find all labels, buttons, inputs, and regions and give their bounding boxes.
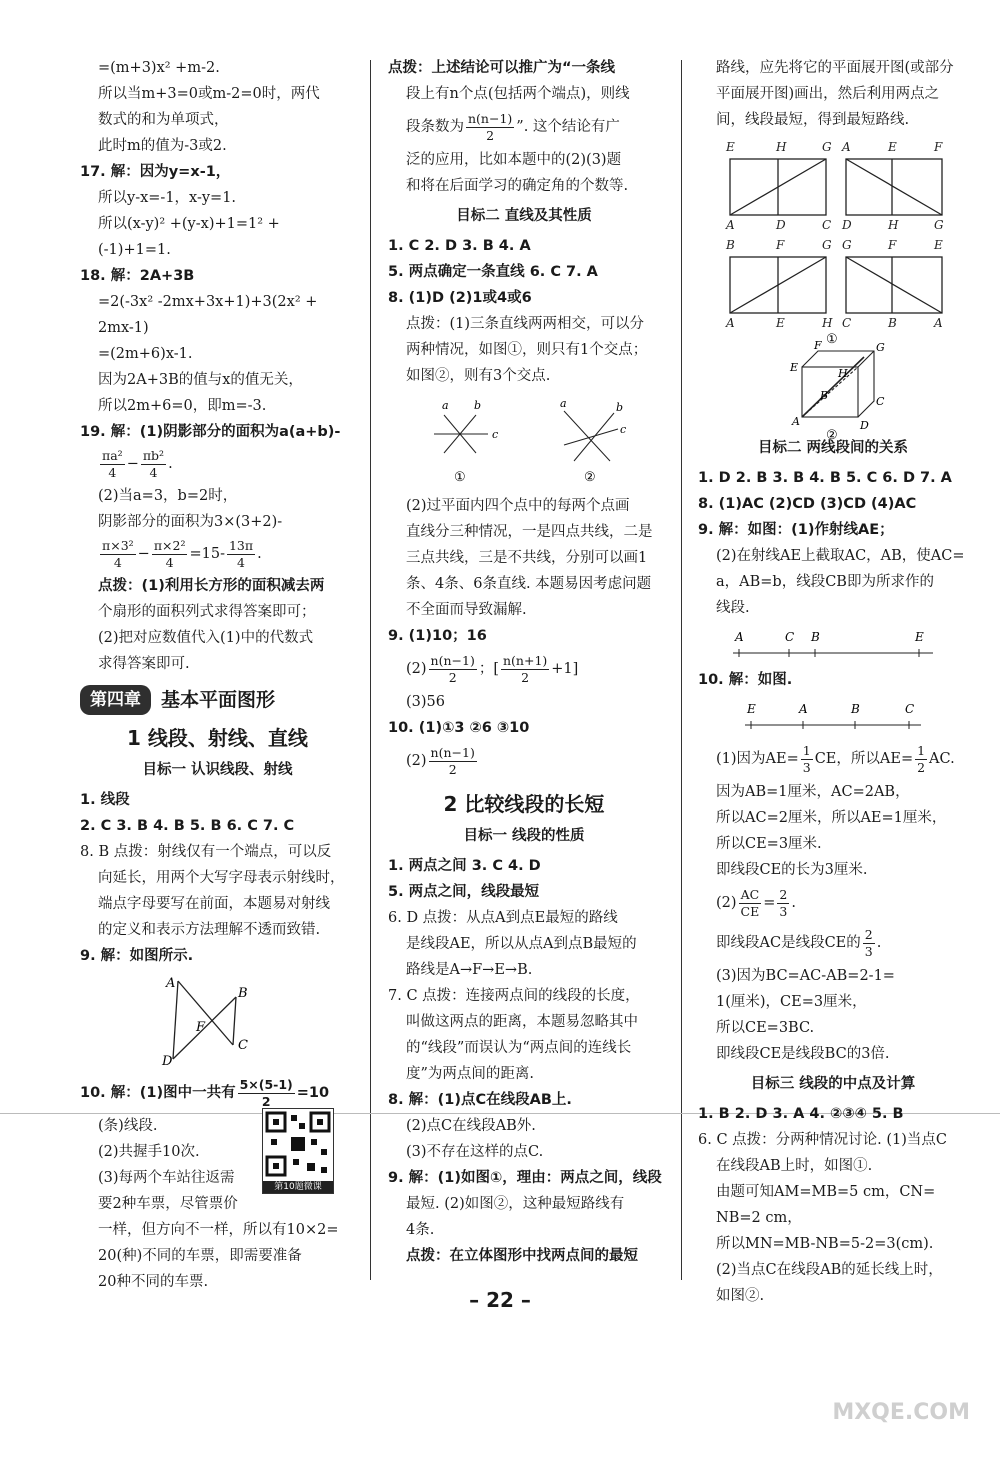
text-line: (2)把对应数值代入(1)中的代数式 (98, 630, 314, 646)
text-line: 端点字母要写在前面，本题易对射线 (98, 896, 330, 912)
text-line: (3)不存在这样的点C. (406, 1144, 544, 1160)
text-line: 所以AC=2厘米，所以AE=1厘米， (716, 810, 947, 826)
text-line: =2(-3x² -2mx+3x+1)+3(2x² + (98, 294, 318, 310)
fraction: $\frac{n(n-1)}{2}$ (430, 744, 475, 777)
text-line: 如图②. (716, 1288, 765, 1304)
svg-text:a: a (442, 399, 449, 412)
text-line: 三点共线，三是不共线，分别可以画1 (406, 550, 648, 566)
svg-text:D: D (776, 218, 786, 232)
svg-text:H: H (888, 218, 899, 232)
watermark: MXQE.COM (832, 1400, 970, 1425)
text-line: 所以2m+6=0，即m=-3. (98, 398, 267, 414)
text-line: 20种不同的车票. (98, 1274, 209, 1290)
text-line: 向延长，用两个大写字母表示射线时， (98, 870, 345, 886)
fraction: $\frac{AC}{CE}$ (740, 886, 760, 919)
answer-line: 1. 线段 (80, 792, 130, 808)
fraction: $\frac{n(n-1)}{2}$ (430, 652, 475, 685)
text-line: 所以y-x=-1，x-y=1. (98, 190, 237, 206)
formula-line: 即线段AC是线段CE的 $\frac{2}{3}$ . (716, 926, 882, 959)
text-line: 2mx-1) (98, 320, 149, 336)
svg-text:D: D (161, 1054, 172, 1069)
svg-text:①: ① (826, 332, 838, 347)
figure-cube-nets (718, 139, 948, 443)
answer-17: 17. 解：因为y=x-1， (80, 164, 231, 180)
text-line: 此时m的值为-3或2. (98, 138, 227, 154)
text-line: 间，线段最短，得到最短路线. (716, 112, 910, 128)
text-line: (2)当a=3，b=2时， (98, 488, 238, 504)
text-line: 所以(x-y)² +(y-x)+1=1² + (98, 216, 280, 232)
text-line: (2)当点C在线段AB的延长线上时， (716, 1262, 943, 1278)
svg-text:B: B (726, 238, 735, 252)
column-divider-left (370, 60, 371, 1280)
text-line: =(m+3)x² +m-2. (98, 60, 220, 76)
text-line: 一样，但方向不一样，所以有10×2= (98, 1222, 339, 1238)
svg-text:C: C (905, 702, 915, 716)
svg-text:E: E (790, 361, 799, 374)
text-line: 平面展开图)画出，然后利用两点之 (716, 86, 940, 102)
figure-three-lines (414, 395, 634, 487)
text-line: 和将在后面学习的确定角的个数等. (406, 178, 629, 194)
text-line: (2)点C在线段AB外. (406, 1118, 536, 1134)
svg-text:F: F (934, 140, 943, 154)
svg-text:A: A (842, 140, 851, 154)
svg-text:c: c (620, 423, 627, 436)
goal-heading: 目标一 线段的性质 (463, 828, 585, 844)
text-line: 是线段AE，所以从点A到点B最短的 (406, 936, 637, 952)
text-line: 个扇形的面积列式求得答案即可； (98, 604, 316, 620)
answer-8: 8. 解：(1)点C在线段AB上. (388, 1092, 572, 1108)
text-line: 所以CE=3BC. (716, 1020, 815, 1036)
fraction: $\frac{13\pi}{4}$ (228, 537, 254, 570)
fraction: $\frac{1}{2}$ (917, 742, 926, 775)
text-line: (3)每两个车站往返需 (98, 1170, 235, 1186)
answer-line: 2. C 3. B 4. B 5. B 6. C 7. C (80, 818, 295, 834)
text-line: NB=2 cm， (716, 1210, 802, 1226)
formula-line: (2) $\frac{AC}{CE}$ = $\frac{2}{3}$ . (716, 886, 796, 919)
svg-text:C: C (842, 316, 852, 330)
answer-line: 7. C 点拨：连接两点间的线段的长度， (388, 988, 640, 1004)
formula-line: (1)因为AE= $\frac{1}{3}$ CE，所以AE= $\frac{1}{2}$ AC. (716, 742, 955, 775)
answer-line: 1. 两点之间 3. C 4. D (388, 858, 541, 874)
svg-text:E: E (747, 702, 756, 716)
text-line: 数式的和为单项式， (98, 112, 229, 128)
text-line: 段上有n个点(包括两个端点)，则线 (406, 86, 630, 102)
fraction: $\frac{\text{πb²}}{4}$ (142, 447, 165, 480)
text-line: 所以当m+3=0或m-2=0时，两代 (98, 86, 320, 102)
column-2 (388, 55, 660, 1269)
answer-line: 5. 两点之间，线段最短 (388, 884, 540, 900)
svg-text:b: b (474, 399, 482, 412)
text-line: 点拨：(1)三条直线两两相交，可以分 (406, 316, 645, 332)
text-line: 的“线段”而误认为“两点间的连线长 (406, 1040, 632, 1056)
fraction: $\frac{1}{3}$ (802, 742, 811, 775)
goal-heading: 目标三 线段的中点及计算 (750, 1076, 916, 1092)
svg-text:G: G (822, 140, 832, 154)
svg-text:A: A (726, 218, 735, 232)
fraction: $\frac{\text{π×2²}}{4}$ (153, 537, 186, 570)
text-line: 条、4条、6条直线. 本题易因考虑问题 (406, 576, 652, 592)
svg-text:G: G (842, 238, 852, 252)
svg-text:A: A (792, 415, 800, 428)
formula-line: 段条数为 $\frac{n(n-1)}{2}$ ”. 这个结论有广 (406, 110, 620, 143)
svg-text:H: H (838, 367, 848, 380)
text-line: 因为AB=1厘米，AC=2AB， (716, 784, 910, 800)
goal-heading: 目标一 认识线段、射线 (142, 762, 293, 778)
text-line: 叫做这两点的距离，本题易忽略其中 (406, 1014, 638, 1030)
formula-line: (2) $\frac{n(n-1)}{2}$ (406, 744, 475, 777)
answer-line: 1. B 2. D 3. A 4. ②③④ 5. B (698, 1106, 904, 1122)
answer-18: 18. 解：2A+3B (80, 268, 195, 284)
svg-text:H: H (776, 140, 787, 154)
text-line: 要2种车票，尽管票价 (98, 1196, 238, 1212)
text-line: 不全面而导致漏解. (406, 602, 527, 618)
text-line: (2)在射线AE上截取AC，AB，使AC= (716, 548, 965, 564)
svg-text:D: D (860, 419, 869, 432)
lesson-title: 2 比较线段的长短 (443, 792, 605, 816)
formula-line: $\frac{\text{πa²}}{4}$ − $\frac{\text{πb²}}{4}$ . (102, 447, 173, 480)
text-line: 1(厘米)，CE=3厘米， (716, 994, 867, 1010)
svg-text:c: c (492, 428, 499, 441)
text-line: 线段. (716, 600, 750, 616)
svg-text:②: ② (584, 470, 596, 485)
answer-9: 9. (1)10；16 (388, 628, 487, 644)
svg-text:F: F (195, 1020, 205, 1035)
text-line: (3)56 (406, 694, 445, 710)
page-number: – 22 – (469, 1288, 531, 1312)
text-line: (3)因为BC=AC-AB=2-1= (716, 968, 895, 984)
answer-line: 6. D 点拨：从点A到点E最短的路线 (388, 910, 618, 926)
text-line: 度”为两点间的距离. (406, 1066, 535, 1082)
text-line: (-1)+1=1. (98, 242, 171, 258)
text-line: =(2m+6)x-1. (98, 346, 193, 362)
qr-caption: 第10题微课 (263, 1181, 333, 1193)
text-line: 即线段CE的长为3厘米. (716, 862, 868, 878)
formula-line: (2) $\frac{n(n-1)}{2}$ ；[ $\frac{n(n+1)}{2}$ +1] (406, 652, 579, 685)
text-line: 如图②，则有3个交点. (406, 368, 551, 384)
svg-text:G: G (822, 238, 832, 252)
qr-code[interactable] (262, 1108, 334, 1194)
answer-9: 9. 解：如图：(1)作射线AE； (698, 522, 894, 538)
fraction: $\frac{5\times(5-1)}{2}$ (239, 1076, 293, 1109)
text-line: 最短. (2)如图②，这种最短路线有 (406, 1196, 625, 1212)
answer-line: 1. C 2. D 3. B 4. A (388, 238, 531, 254)
text-line: 由题可知AM=MB=5 cm，CN= (716, 1184, 936, 1200)
text-line: (2)共握手10次. (98, 1144, 200, 1160)
hint-line: 点拨：在立体图形中找两点间的最短 (406, 1248, 638, 1264)
text-line: 泛的应用，比如本题中的(2)(3)题 (406, 152, 622, 168)
text-line: 即线段CE是线段BC的3倍. (716, 1046, 890, 1062)
fraction: $\frac{\text{πa²}}{4}$ (102, 447, 123, 480)
svg-text:F: F (888, 238, 897, 252)
answer-10: 10. 解：如图. (698, 672, 793, 688)
answer-10: 10. (1)①3 ②6 ③10 (388, 720, 530, 736)
svg-text:A: A (799, 702, 808, 716)
text-line: (条)线段. (98, 1118, 158, 1134)
chapter-title: 基本平面图形 (161, 689, 276, 711)
svg-text:B: B (820, 389, 829, 402)
lesson-title: 1 线段、射线、直线 (127, 726, 308, 750)
svg-text:C: C (822, 218, 832, 232)
svg-text:a: a (560, 397, 567, 410)
text-line: 路线，应先将它的平面展开图(或部分 (716, 60, 954, 76)
figure-crossed-segments (158, 975, 278, 1067)
svg-text:G: G (934, 218, 944, 232)
answer-line: 6. C 点拨：分两种情况讨论. (1)当点C (698, 1132, 947, 1148)
svg-text:E: E (726, 140, 735, 154)
svg-text:G: G (876, 341, 885, 354)
svg-text:H: H (822, 316, 833, 330)
text-line: 两种情况，如图①，则只有1个交点； (406, 342, 648, 358)
text-line: 路线是A→F→E→B. (406, 962, 533, 978)
svg-text:A: A (165, 976, 175, 991)
goal-heading: 目标二 直线及其性质 (456, 208, 592, 224)
hint-line: 点拨：(1)利用长方形的面积减去两 (98, 578, 325, 594)
answer-line: 1. D 2. B 3. B 4. B 5. C 6. D 7. A (698, 470, 952, 486)
answer-19: 19. 解：(1)阴影部分的面积为a(a+b)- (80, 424, 341, 440)
fraction: $\frac{n(n-1)}{2}$ (468, 110, 513, 143)
figure-segment-eabc (733, 699, 933, 733)
hint-line: 点拨：上述结论可以推广为“一条线 (388, 60, 616, 76)
answer-9: 9. 解：(1)如图①，理由：两点之间，线段 (388, 1170, 662, 1186)
svg-text:②: ② (826, 428, 838, 443)
svg-text:A: A (735, 630, 744, 644)
fraction: $\frac{n(n+1)}{2}$ (503, 652, 548, 685)
answer-line: 8. (1)D (2)1或4或6 (388, 290, 532, 306)
chapter-heading (80, 685, 355, 715)
chapter-badge: 第四章 (80, 685, 151, 715)
svg-text:B: B (851, 702, 860, 716)
fraction: $\frac{2}{3}$ (864, 926, 873, 959)
fraction: $\frac{2}{3}$ (779, 886, 788, 919)
svg-text:C: C (785, 630, 795, 644)
answer-10: 10. 解：(1)图中一共有 $\frac{5\times(5-1)}{2}$ =10 (80, 1076, 330, 1109)
answer-line: 8. B 点拨：射线仅有一个端点，可以反 (80, 844, 332, 860)
text-line: 在线段AB上时，如图①. (716, 1158, 873, 1174)
svg-text:D: D (842, 218, 852, 232)
svg-text:C: C (237, 1038, 248, 1053)
goal-heading: 目标二 两线段间的关系 (757, 440, 909, 456)
answer-line: 8. (1)AC (2)CD (3)CD (4)AC (698, 496, 917, 512)
text-line: 所以MN=MB-NB=5-2=3(cm). (716, 1236, 934, 1252)
svg-text:①: ① (454, 470, 466, 485)
fraction: $\frac{\text{π×3²}}{4}$ (102, 537, 134, 570)
svg-text:E: E (776, 316, 785, 330)
answer-9: 9. 解：如图所示. (80, 948, 194, 964)
svg-text:A: A (934, 316, 943, 330)
answer-line: 5. 两点确定一条直线 6. C 7. A (388, 264, 598, 280)
column-divider-right (681, 60, 682, 1280)
svg-text:E: E (934, 238, 943, 252)
text-line: 阴影部分的面积为3×(3+2)- (98, 514, 283, 530)
svg-text:E: E (888, 140, 897, 154)
text-line: 的定义和表示方法理解不透而致错. (98, 922, 321, 938)
text-line: (2)过平面内四个点中的每两个点画 (406, 498, 630, 514)
svg-text:A: A (726, 316, 735, 330)
text-line: 求得答案即可. (98, 656, 190, 672)
svg-text:F: F (814, 339, 822, 352)
svg-text:B: B (237, 986, 248, 1001)
qr-pattern-icon (263, 1109, 333, 1179)
text-line: 因为2A+3B的值与x的值无关， (98, 372, 303, 388)
svg-text:b: b (616, 401, 624, 414)
column-3 (698, 55, 968, 1309)
svg-text:B: B (811, 630, 820, 644)
svg-text:F: F (776, 238, 785, 252)
text-line: 所以CE=3厘米. (716, 836, 822, 852)
text-line: 直线分三种情况，一是四点共线，二是 (406, 524, 653, 540)
svg-text:B: B (888, 316, 897, 330)
text-line: 20(种)不同的车票，即需要准备 (98, 1248, 302, 1264)
text-line: 4条. (406, 1222, 435, 1238)
figure-segment-ace (723, 627, 943, 661)
svg-text:E: E (915, 630, 924, 644)
text-line: a，AB=b，线段CB即为所求作的 (716, 574, 934, 590)
formula-line: $\frac{\text{π×3²}}{4}$ − $\frac{\text{π×2²}}{4}$ =15- $\frac{13\pi}{4}$ . (102, 537, 262, 570)
svg-text:C: C (876, 395, 885, 408)
